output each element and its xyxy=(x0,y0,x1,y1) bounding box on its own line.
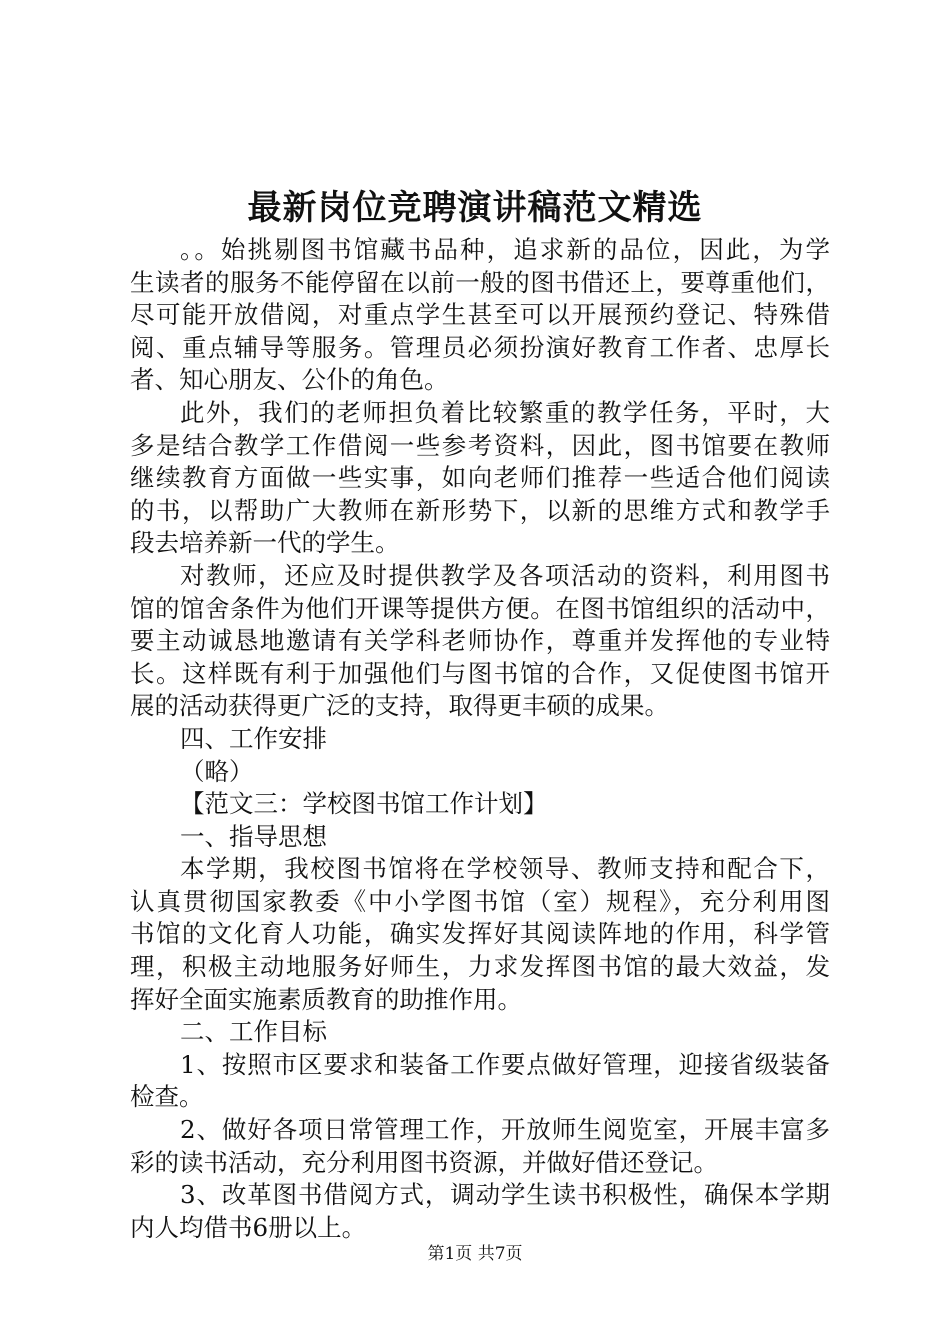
text-line: 挥好全面实施素质教育的助推作用。 xyxy=(130,984,522,1014)
text-line: 一、指导思想 xyxy=(180,821,327,851)
page-footer: 第1页 共7页 xyxy=(427,1244,523,1264)
text-line: 检查。 xyxy=(130,1082,204,1112)
text-line: 继续教育方面做一些实事，如向老师们推荐一些适合他们阅读 xyxy=(130,463,830,493)
text-line: 多是结合教学工作借阅一些参考资料，因此，图书馆要在教师 xyxy=(130,430,830,460)
text-line: 2、做好各项日常管理工作，开放师生阅览室，开展丰富多 xyxy=(180,1115,830,1145)
text-line: 四、工作安排 xyxy=(180,723,327,753)
text-line: 要主动诚恳地邀请有关学科老师协作，尊重并发挥他的专业特 xyxy=(130,626,830,656)
text-line: 3、改革图书借阅方式，调动学生读书积极性，确保本学期 xyxy=(180,1180,830,1210)
text-line: 内人均借书6册以上。 xyxy=(130,1212,367,1242)
text-line: 生读者的服务不能停留在以前一般的图书借还上，要尊重他们， xyxy=(130,267,830,297)
text-line: 者、知心朋友、公仆的角色。 xyxy=(130,365,449,395)
text-line: 彩的读书活动，充分利用图书资源，并做好借还登记。 xyxy=(130,1147,718,1177)
text-line: （略） xyxy=(180,756,254,786)
text-line: 阅、重点辅导等服务。管理员必须扮演好教育工作者、忠厚长 xyxy=(130,332,830,362)
text-line: 书馆的文化育人功能，确实发挥好其阅读阵地的作用，科学管 xyxy=(130,919,830,949)
text-line: 对教师，还应及时提供教学及各项活动的资料，利用图书 xyxy=(180,560,830,590)
text-line: 的书，以帮助广大教师在新形势下，以新的思维方式和教学手 xyxy=(130,495,830,525)
text-line: 段去培养新一代的学生。 xyxy=(130,528,400,558)
text-line: 二、工作目标 xyxy=(180,1017,327,1047)
text-line: 展的活动获得更广泛的支持，取得更丰硕的成果。 xyxy=(130,691,669,721)
document-body xyxy=(130,234,830,1244)
text-line: 长。这样既有利于加强他们与图书馆的合作，又促使图书馆开 xyxy=(130,658,830,688)
document-title: 最新岗位竞聘演讲稿范文精选 xyxy=(247,188,703,228)
text-line: 本学期，我校图书馆将在学校领导、教师支持和配合下， xyxy=(180,854,830,884)
text-line: 此外，我们的老师担负着比较繁重的教学任务，平时，大 xyxy=(180,397,830,427)
text-line: 【范文三：学校图书馆工作计划】 xyxy=(180,789,548,819)
text-line: 理，积极主动地服务好师生，力求发挥图书馆的最大效益，发 xyxy=(130,952,830,982)
text-line: 1、按照市区要求和装备工作要点做好管理，迎接省级装备 xyxy=(180,1049,830,1079)
text-line: 馆的馆舍条件为他们开课等提供方便。在图书馆组织的活动中， xyxy=(130,593,830,623)
text-line: 尽可能开放借阅，对重点学生甚至可以开展预约登记、特殊借 xyxy=(130,300,830,330)
text-line: 认真贯彻国家教委《中小学图书馆（室）规程》，充分利用图 xyxy=(130,886,830,916)
text-line: 。。始挑剔图书馆藏书品种，追求新的品位，因此，为学 xyxy=(180,235,830,264)
